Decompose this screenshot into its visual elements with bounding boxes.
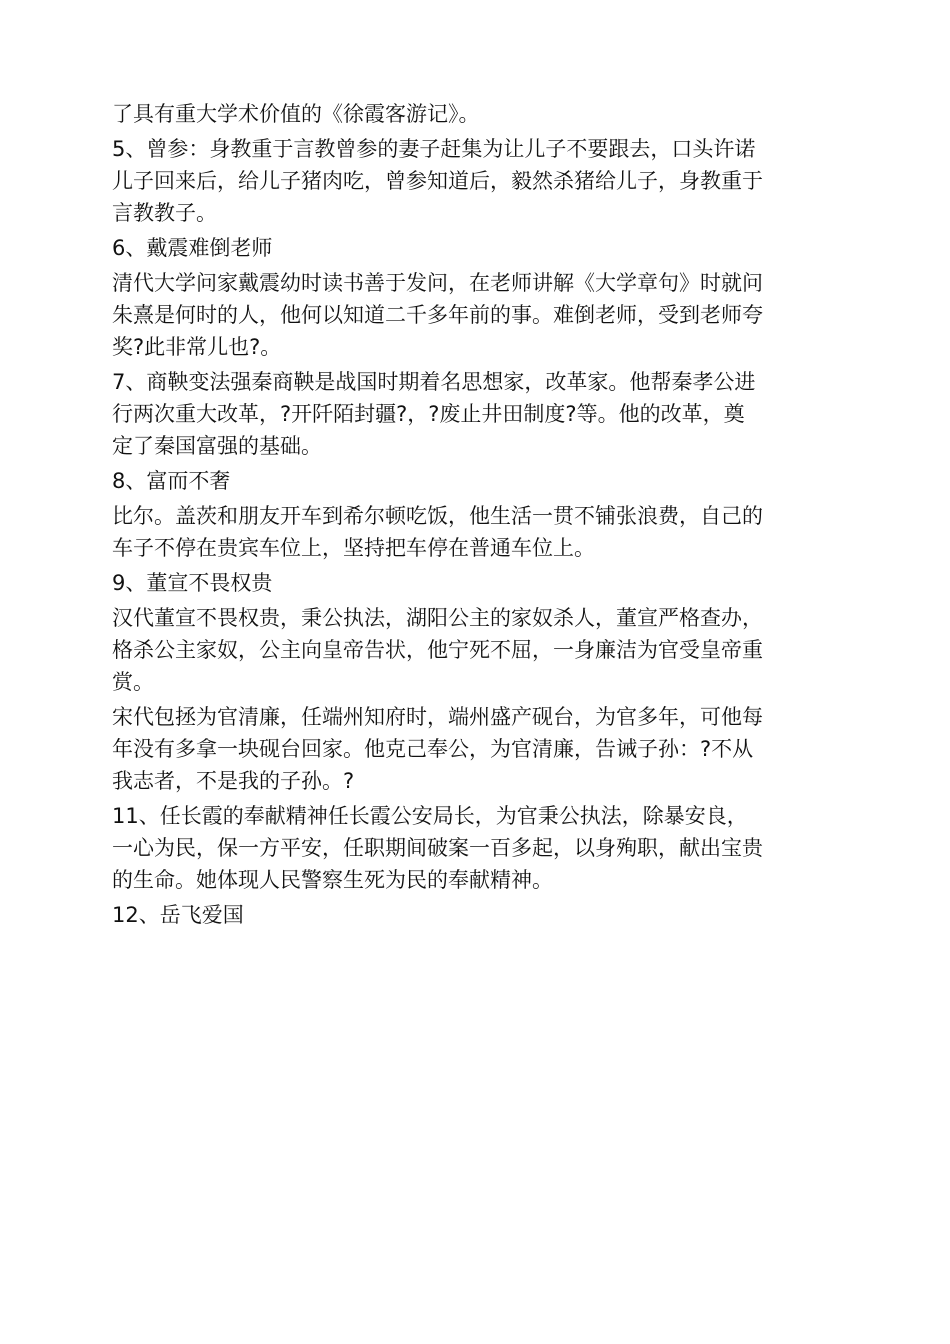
text-line: 朱熹是何时的人，他何以知道二千多年前的事。难倒老师，受到老师夸 xyxy=(112,303,763,327)
section-heading-7: 7、商鞅变法强秦商鞅是战国时期着名思想家，改革家。他帮秦孝公进 xyxy=(112,370,756,394)
section-heading-9: 9、董宣不畏权贵 xyxy=(112,571,273,595)
text-line: 宋代包拯为官清廉，任端州知府时，端州盛产砚台，为官多年，可他每 xyxy=(112,705,763,729)
text-line: 定了秦国富强的基础。 xyxy=(112,434,322,458)
text-line: 年没有多拿一块砚台回家。他克己奉公，为官清廉，告诫子孙：?不从 xyxy=(112,737,754,761)
text-line: 比尔。盖茨和朋友开车到希尔顿吃饭，他生活一贯不铺张浪费，自己的 xyxy=(112,504,763,528)
section-heading-11: 11、任长霞的奉献精神任长霞公安局长，为官秉公执法，除暴安良， xyxy=(112,804,748,828)
text-line: 一心为民，保一方平安，任职期间破案一百多起，以身殉职，献出宝贵 xyxy=(112,836,763,860)
text-line: 车子不停在贵宾车位上，坚持把车停在普通车位上。 xyxy=(112,536,595,560)
section-heading-6: 6、戴震难倒老师 xyxy=(112,236,273,260)
document-body xyxy=(112,98,840,931)
section-heading-8: 8、富而不奢 xyxy=(112,469,231,493)
text-line: 格杀公主家奴，公主向皇帝告状，他宁死不屈，一身廉洁为官受皇帝重 xyxy=(112,638,763,662)
text-line: 汉代董宣不畏权贵，秉公执法，湖阳公主的家奴杀人，董宣严格查办， xyxy=(112,606,763,630)
text-line: 清代大学问家戴震幼时读书善于发问，在老师讲解《大学章句》时就问 xyxy=(112,271,763,295)
text-line: 儿子回来后，给儿子猪肉吃，曾参知道后，毅然杀猪给儿子，身教重于 xyxy=(112,169,763,193)
section-heading-5: 5、曾参：身教重于言教曾参的妻子赶集为让儿子不要跟去，口头许诺 xyxy=(112,137,756,161)
section-heading-12: 12、岳飞爱国 xyxy=(112,903,244,927)
text-line: 奖?此非常儿也?。 xyxy=(112,335,282,359)
text-line: 我志者，不是我的子孙。? xyxy=(112,769,355,793)
text-line: 言教教子。 xyxy=(112,201,217,225)
text-line: 了具有重大学术价值的《徐霞客游记》。 xyxy=(112,102,480,126)
text-line: 的生命。她体现人民警察生死为民的奉献精神。 xyxy=(112,868,553,892)
text-line: 行两次重大改革，?开阡陌封疆?，?废止井田制度?等。他的改革，奠 xyxy=(112,402,745,426)
text-line: 赏。 xyxy=(112,670,154,694)
